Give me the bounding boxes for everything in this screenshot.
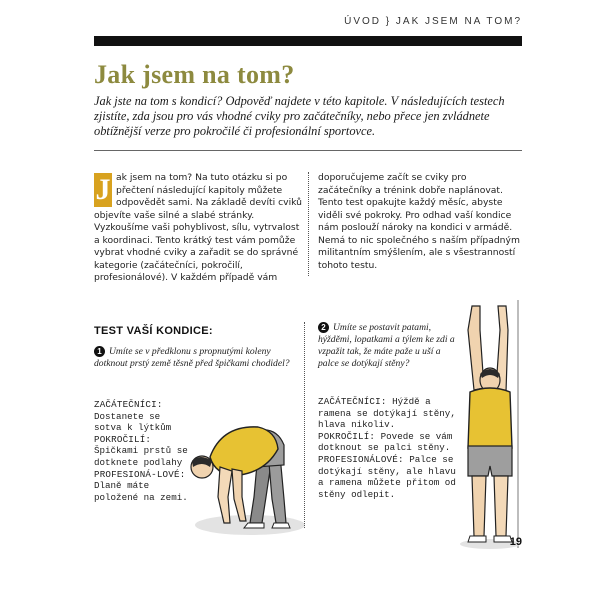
divider xyxy=(94,150,522,151)
pro-label: PROFESIONÁ-LOVÉ: xyxy=(94,468,186,480)
running-header: ÚVOD } JAK JSEM NA TOM? xyxy=(344,16,522,27)
pro-text: Dlaně máte položené na zemi. xyxy=(94,480,188,503)
body-text-left: ak jsem na tom? Na tuto otázku si po přečtení následující kapitoly můžete odpovědět sami. Na základě devíti cviků objevíte vaše silné a slabé stránky. Vyzkoušíme vaši pohyblivost, sílu, vytrvalost a koordinaci. Tento krátký test vám pomůže vybrat vhodné cviky a zařadit se do správné kategorie (začátečníci, pokročilí, profesionálové). V každém případě vám xyxy=(94,172,302,283)
page-number: 19 xyxy=(509,536,522,548)
forward-bend-illustration xyxy=(180,405,310,540)
intro-paragraph: Jak jste na tom s kondicí? Odpověď najdete v této kapitole. V následujících testech zjistíte, zda jsou pro vás vhodné cviky pro začátečníky, nebo přece jen zvládnete obtížnější verze pro pokročilé či profesionální sportovce. xyxy=(94,94,505,138)
advanced-label-2: POKROČILÍ: xyxy=(318,430,376,442)
question-2 xyxy=(318,322,458,370)
header-bar xyxy=(94,36,522,46)
column-divider xyxy=(308,172,309,276)
page-title: Jak jsem na tom? xyxy=(94,60,295,89)
beginner-label: ZAČÁTEČNÍCI: xyxy=(94,399,163,410)
pro-label-2: PROFESIONÁLOVÉ: xyxy=(318,453,404,465)
advanced-text: Špičkami prstů se dotknete podlahy xyxy=(94,445,188,468)
beginner-text: Dostanete se sotva k lýtkům xyxy=(94,410,172,434)
number-badge-1: 1 xyxy=(94,346,105,357)
beginner-text-2: Hýždě a ramena se dotýkají stěny, hlava nikoliv. xyxy=(318,396,456,431)
question-1 xyxy=(94,346,294,370)
levels-1 xyxy=(94,399,189,503)
advanced-label: POKROČILÍ: xyxy=(94,433,152,445)
body-column-right: doporučujeme začít se cviky pro začátečníky a trénink dobře naplánovat. Tento test opakujte každý měsíc, abyste viděli své pokroky. Pro odhad vaší kondice nám poslouží nároky na kondici v armádě. Nemá to nic společného s naším případným militantním smýšlením, ale s všestranností tohoto testu. xyxy=(318,172,520,271)
beginner-label-2: ZAČÁTEČNÍCI: xyxy=(318,396,387,407)
question-1-text: Umíte se v předklonu s propnutými koleny dotknout prstý země těsně před špičkami chodidel? xyxy=(94,346,290,369)
pro-text-2: Palce se dotýkají stěny, ale hlavu a ramena můžete přitom od stěny odlepit. xyxy=(318,453,456,500)
body-column-left xyxy=(94,172,304,285)
advanced-text-2: Povede se vám dotknout se palci stěny. xyxy=(318,430,453,454)
levels-2 xyxy=(318,396,466,500)
wall-stand-illustration xyxy=(450,300,540,550)
drop-cap: J xyxy=(95,173,111,206)
number-badge-2: 2 xyxy=(318,322,329,333)
test-heading: TEST VAŠÍ KONDICE: xyxy=(94,325,213,337)
test-column-divider xyxy=(304,322,305,528)
question-2-text: Umíte se postavit patami, hýžděmi, lopatkami a týlem ke zdi a vzpažit tak, že máte paže u uší a palce se dotýkají stěny? xyxy=(318,322,455,369)
